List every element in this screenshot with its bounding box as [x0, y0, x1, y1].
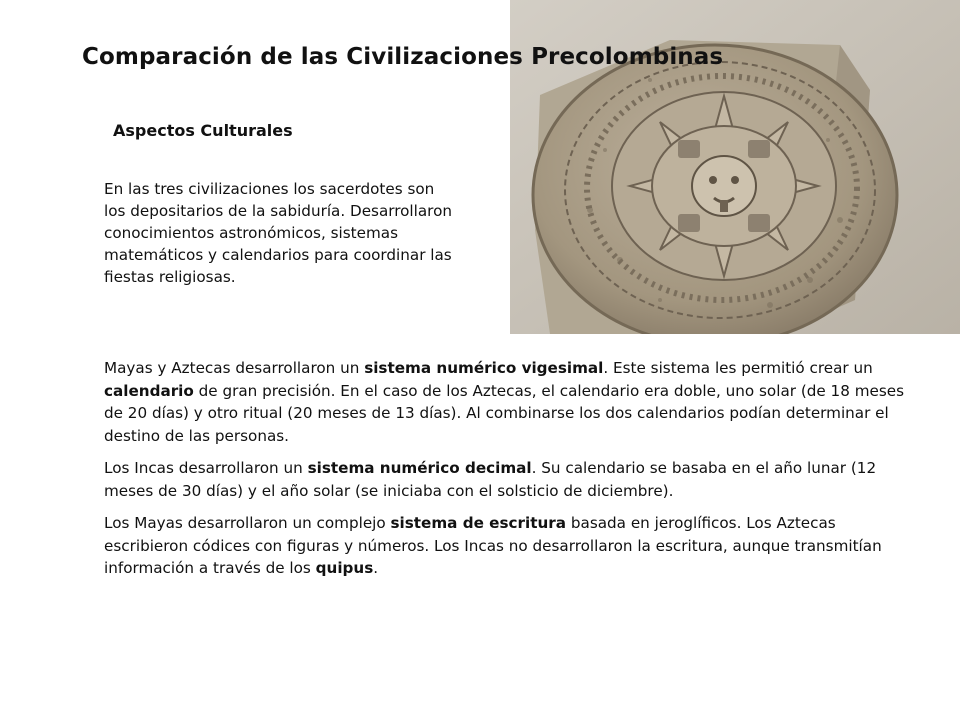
text-run: . Su calendario se basaba en el año lunar (12 meses de 30 días) y el año solar (se iniciaba con el solsticio de diciembre). [104, 459, 877, 500]
text-run: . Este sistema les permitió crear un [603, 359, 873, 377]
text-run: Los Incas desarrollaron un [104, 459, 308, 477]
highlight-vigesimal: sistema numérico vigesimal [364, 359, 604, 377]
slide-title: Comparación de las Civilizaciones Precolombinas [82, 44, 724, 70]
highlight-escritura: sistema de escritura [390, 514, 567, 532]
highlight-quipus: quipus [315, 559, 374, 577]
text-run: Los Mayas desarrollaron un complejo [104, 514, 391, 532]
text-run: Mayas y Aztecas desarrollaron un [104, 359, 365, 377]
text-run: . [373, 559, 379, 577]
text-run: basada en jeroglíficos. Los Aztecas escribieron códices con figuras y números. Los Incas no desarrollaron la escritura, aunque transmitían información a través de los [104, 514, 882, 577]
highlight-calendario: calendario [104, 381, 194, 400]
body-text [104, 357, 904, 590]
slide-subtitle: Aspectos Culturales [113, 121, 293, 140]
highlight-decimal: sistema numérico decimal [307, 459, 532, 477]
paragraph-incas [104, 457, 904, 502]
intro-paragraph: En las tres civilizaciones los sacerdotes son los depositarios de la sabiduría. Desarrollaron conocimientos astronómicos, sistemas matemáticos y calendarios para coordinar las fiestas religiosas. [104, 180, 453, 286]
text-run: de gran precisión. En el caso de los Aztecas, el calendario era doble, uno solar (de 18 meses de 20 días) y otro ritual (20 meses de 13 días). Al combinarse los dos calendarios podían determinar el destino de las personas. [104, 381, 905, 445]
paragraph-mayas-aztecas [104, 357, 904, 447]
paragraph-escritura [104, 512, 904, 580]
